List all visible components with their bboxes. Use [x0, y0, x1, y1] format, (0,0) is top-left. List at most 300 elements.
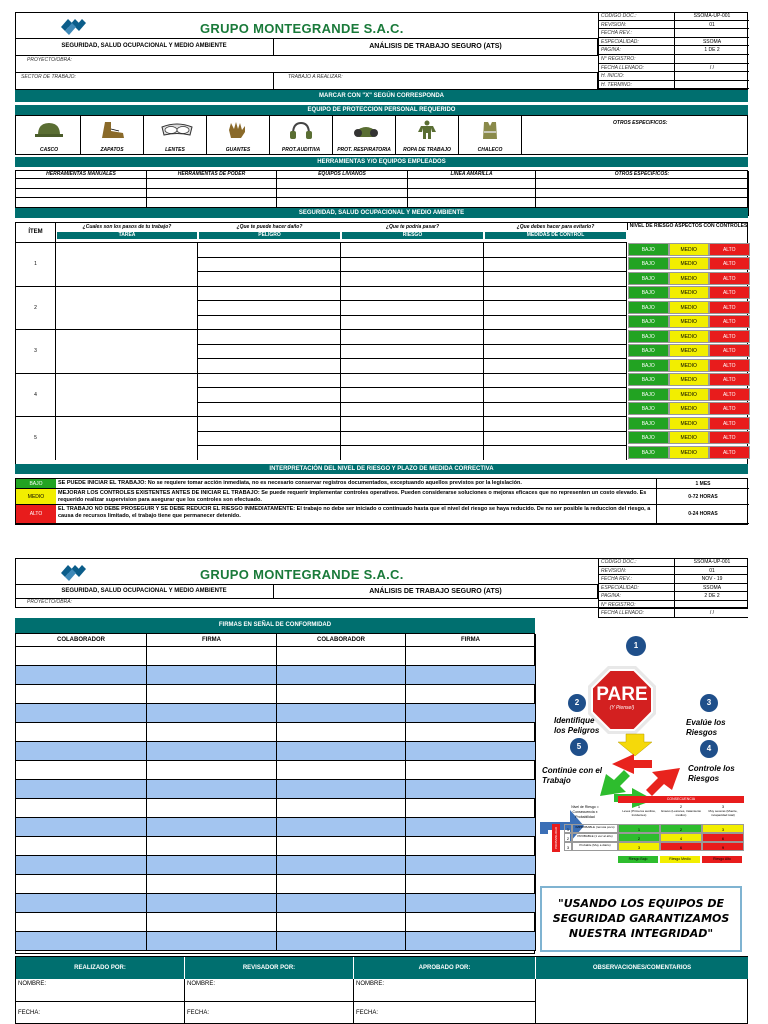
- risk-level-bajo[interactable]: BAJO: [628, 257, 669, 270]
- step-4-badge: 4: [700, 740, 718, 758]
- matrix-cell: 4: [660, 833, 702, 842]
- firmas-table: [15, 633, 535, 954]
- firma-cell[interactable]: [16, 856, 147, 875]
- slogan-box: "USANDO LOS EQUIPOS DE SEGURIDAD GARANTIZAMOS NUESTRA INTEGRIDAD": [540, 886, 742, 952]
- firma-cell[interactable]: [406, 913, 536, 932]
- meta-row: [599, 584, 748, 593]
- step-2-label: Identifique los Peligros: [554, 716, 600, 735]
- firma-cell[interactable]: [16, 742, 147, 761]
- risk-level-alto[interactable]: ALTO: [709, 373, 750, 386]
- risk-level-bajo[interactable]: BAJO: [628, 446, 669, 459]
- task-cell[interactable]: [198, 344, 341, 359]
- risk-level-medio[interactable]: MEDIO: [669, 243, 710, 256]
- task-cell[interactable]: [484, 445, 627, 460]
- task-cell[interactable]: [484, 271, 627, 286]
- herr-cell[interactable]: [536, 178, 749, 188]
- task-cell[interactable]: [198, 431, 341, 446]
- firma-cell[interactable]: [16, 818, 147, 837]
- fecha-label: FECHA:: [356, 1010, 379, 1016]
- meta-table-2: [598, 558, 748, 618]
- matrix-legend-item: Riesgo Medio: [660, 856, 700, 863]
- risk-level-bajo[interactable]: BAJO: [628, 301, 669, 314]
- risk-level-alto[interactable]: ALTO: [709, 359, 750, 372]
- matrix-cell: 2: [660, 824, 702, 833]
- ats-page-1: [15, 12, 748, 525]
- sector-cell[interactable]: [15, 72, 274, 90]
- risk-level-bajo[interactable]: BAJO: [628, 402, 669, 415]
- risk-level-alto[interactable]: ALTO: [709, 315, 750, 328]
- task-table: [15, 222, 748, 466]
- firmas-col-header: COLABORADOR: [277, 634, 406, 647]
- item-number: 3: [16, 329, 56, 373]
- task-cell[interactable]: [198, 416, 341, 431]
- firma-cell[interactable]: [16, 875, 147, 894]
- matrix-side-label: PROBABILIDAD: [554, 826, 558, 850]
- matrix-col-number: 3: [721, 804, 725, 809]
- risk-level-alto[interactable]: ALTO: [709, 446, 750, 459]
- step-3-label: Evalúe los Riesgos: [686, 718, 726, 737]
- risk-level-medio[interactable]: MEDIO: [669, 330, 710, 343]
- question-label: ¿Cuales son los pasos de tu trabajo?: [82, 224, 172, 230]
- firma-cell[interactable]: [16, 894, 147, 913]
- risk-level-medio[interactable]: MEDIO: [669, 315, 710, 328]
- firma-cell[interactable]: [16, 666, 147, 685]
- firma-cell[interactable]: [277, 913, 406, 932]
- task-cell[interactable]: [484, 315, 627, 330]
- meta-value[interactable]: NOV - 19: [674, 575, 748, 584]
- risk-level-bajo[interactable]: BAJO: [628, 417, 669, 430]
- goggles-icon: [160, 120, 194, 140]
- task-cell[interactable]: [198, 402, 341, 417]
- firma-cell[interactable]: [406, 666, 536, 685]
- task-cell[interactable]: [341, 329, 484, 344]
- matrix-cell: 6: [702, 833, 744, 842]
- firma-cell[interactable]: [16, 913, 147, 932]
- firma-cell[interactable]: [16, 799, 147, 818]
- herr-cell[interactable]: [408, 178, 536, 188]
- task-cell[interactable]: [198, 315, 341, 330]
- firma-cell[interactable]: [277, 685, 406, 704]
- doc-title-cell: [274, 584, 598, 598]
- question-label: ¿Que debes hacer para evitarlo?: [516, 224, 595, 230]
- meta-key: FECHA LLENADO:: [601, 610, 644, 616]
- firma-cell[interactable]: [147, 742, 277, 761]
- risk-level-bajo[interactable]: BAJO: [628, 286, 669, 299]
- matrix-row-number: 2: [564, 833, 572, 842]
- herr-cell[interactable]: [147, 188, 277, 198]
- firma-cell[interactable]: [406, 780, 536, 799]
- firma-cell[interactable]: [406, 761, 536, 780]
- firma-cell[interactable]: [277, 761, 406, 780]
- firmas-col-header: COLABORADOR: [16, 634, 147, 647]
- risk-level-medio[interactable]: MEDIO: [669, 344, 710, 357]
- task-cell[interactable]: [484, 416, 627, 431]
- task-cell[interactable]: [341, 373, 484, 388]
- herr-col-header: LINEA AMARILLA: [408, 171, 536, 178]
- firma-cell[interactable]: [277, 742, 406, 761]
- task-cell[interactable]: [198, 387, 341, 402]
- task-cell[interactable]: [198, 300, 341, 315]
- risk-level-bajo[interactable]: BAJO: [628, 373, 669, 386]
- safety-cycle-graphic: [540, 636, 748, 884]
- matrix-col-number: 1: [637, 804, 641, 809]
- risk-level-bajo[interactable]: BAJO: [628, 330, 669, 343]
- meta-value[interactable]: [674, 29, 749, 38]
- task-cell[interactable]: [484, 329, 627, 344]
- task-cell[interactable]: [341, 431, 484, 446]
- firma-cell[interactable]: [406, 894, 536, 913]
- task-cell[interactable]: [484, 373, 627, 388]
- nivel-header: NIVEL DE RIESGO ASPECTOS CON CONTROLES: [627, 223, 749, 230]
- meta-row: [599, 592, 748, 601]
- risk-level-alto[interactable]: ALTO: [709, 330, 750, 343]
- task-cell[interactable]: [484, 431, 627, 446]
- meta-row: [599, 601, 748, 610]
- firma-cell[interactable]: [147, 647, 277, 666]
- firma-cell[interactable]: [16, 704, 147, 723]
- firma-cell[interactable]: [277, 837, 406, 856]
- epp-banner: EQUIPO DE PROTECCION PERSONAL REQUERIDO: [15, 105, 748, 115]
- firma-cell[interactable]: [16, 780, 147, 799]
- firma-cell[interactable]: [147, 818, 277, 837]
- meta-row: [599, 38, 749, 47]
- matrix-col-desc: Leves (Primeros auxilios, Incidentes): [622, 809, 656, 817]
- risk-level-bajo[interactable]: BAJO: [628, 388, 669, 401]
- task-cell[interactable]: [484, 387, 627, 402]
- task-cell[interactable]: [341, 402, 484, 417]
- firmas-banner: FIRMAS EN SEÑAL DE CONFORMIDAD: [15, 618, 535, 633]
- firma-cell[interactable]: [277, 932, 406, 951]
- herr-cell[interactable]: [16, 178, 147, 188]
- epp-item-1[interactable]: [18, 116, 81, 154]
- company-logo-icon: [59, 16, 89, 38]
- firma-cell[interactable]: [16, 932, 147, 951]
- herr-cell[interactable]: [408, 197, 536, 207]
- risk-level-medio[interactable]: MEDIO: [669, 257, 710, 270]
- meta-value[interactable]: 2 DE 2: [674, 592, 748, 601]
- task-cell[interactable]: [198, 373, 341, 388]
- sector-label: SECTOR DE TRABAJO:: [21, 74, 76, 80]
- meta-value[interactable]: 01: [674, 567, 748, 576]
- task-cell[interactable]: [341, 257, 484, 272]
- risk-level-alto[interactable]: ALTO: [709, 431, 750, 444]
- task-cell[interactable]: [484, 242, 627, 257]
- matrix-title: CONSECUENCIA: [618, 796, 744, 803]
- task-cell[interactable]: [484, 286, 627, 301]
- tarea-cell[interactable]: [56, 416, 198, 460]
- risk-level-alto[interactable]: ALTO: [709, 286, 750, 299]
- meta-row: [599, 55, 749, 64]
- task-cell[interactable]: [341, 315, 484, 330]
- matrix-side-bar: [552, 824, 560, 852]
- approval-nombre-cell[interactable]: [354, 979, 536, 1002]
- risk-level-alto[interactable]: ALTO: [709, 243, 750, 256]
- firma-cell[interactable]: [406, 837, 536, 856]
- meta-row: [599, 12, 749, 21]
- risk-level-alto[interactable]: ALTO: [709, 257, 750, 270]
- firma-cell[interactable]: [277, 856, 406, 875]
- meta-value[interactable]: [674, 55, 749, 64]
- tarea-cell[interactable]: [56, 286, 198, 330]
- firma-cell[interactable]: [277, 894, 406, 913]
- risk-level-medio[interactable]: MEDIO: [669, 286, 710, 299]
- risk-level-bajo[interactable]: BAJO: [628, 243, 669, 256]
- risk-level-alto[interactable]: ALTO: [709, 344, 750, 357]
- risk-level-alto[interactable]: ALTO: [709, 402, 750, 415]
- tarea-cell[interactable]: [56, 242, 198, 286]
- matrix-col-desc: Muy severas (Muerte, incapacidad total): [708, 809, 738, 817]
- dept-label: SEGURIDAD, SALUD OCUPACIONAL Y MEDIO AMBIENTE: [61, 588, 227, 594]
- interp-text: EL TRABAJO NO DEBE PROSEGUIR Y SE DEBE REDUCIR EL RIESGO INMEDIATAMENTE: El trabajo no debe ser iniciado o continuado hasta que el nivel del riesgo se haya reducido. De no ser posible la reduccion del riesgo, a causa de recursos limitado, el trabajo tiene que permanecer detenido.: [58, 506, 651, 519]
- meta-value[interactable]: / /: [674, 609, 748, 618]
- meta-value[interactable]: SSOMA: [674, 38, 749, 47]
- meta-key: PAGINA:: [601, 47, 621, 54]
- firma-cell[interactable]: [147, 723, 277, 742]
- firma-cell[interactable]: [147, 704, 277, 723]
- firma-cell[interactable]: [147, 780, 277, 799]
- task-cell[interactable]: [484, 402, 627, 417]
- firma-cell[interactable]: [277, 818, 406, 837]
- task-cell[interactable]: [341, 445, 484, 460]
- herr-cell[interactable]: [408, 188, 536, 198]
- risk-level-bajo[interactable]: BAJO: [628, 431, 669, 444]
- firma-cell[interactable]: [406, 723, 536, 742]
- risk-level-medio[interactable]: MEDIO: [669, 446, 710, 459]
- herr-col-header: EQUIPOS LIVIANOS: [277, 171, 408, 178]
- firma-cell[interactable]: [277, 704, 406, 723]
- task-cell[interactable]: [198, 242, 341, 257]
- approval-fecha-cell[interactable]: [354, 1002, 536, 1024]
- risk-level-medio[interactable]: MEDIO: [669, 359, 710, 372]
- step-4-label: Controle los Riesgos: [688, 764, 735, 783]
- item-number: 2: [16, 286, 56, 330]
- task-cell[interactable]: [341, 387, 484, 402]
- firma-cell[interactable]: [147, 875, 277, 894]
- stop-sign-text: PARE: [596, 684, 648, 705]
- trabajo-cell[interactable]: [274, 72, 598, 90]
- herr-cell[interactable]: [16, 188, 147, 198]
- firma-cell[interactable]: [147, 799, 277, 818]
- task-cell[interactable]: [198, 271, 341, 286]
- meta-value[interactable]: 01: [674, 21, 749, 30]
- approval-fecha-cell[interactable]: [185, 1002, 354, 1024]
- interp-divider: [56, 488, 656, 489]
- task-cell[interactable]: [198, 286, 341, 301]
- trabajo-label: TRABAJO A REALIZAR:: [288, 74, 343, 80]
- risk-level-alto[interactable]: ALTO: [709, 301, 750, 314]
- meta-value[interactable]: SSOMA-UP-001: [674, 12, 749, 21]
- meta-row: [599, 29, 749, 38]
- meta-key: FECHA REV.:: [601, 576, 632, 582]
- task-cell[interactable]: [341, 242, 484, 257]
- firma-cell[interactable]: [277, 799, 406, 818]
- epp-label: CHALECO: [477, 147, 503, 153]
- epp-item-7[interactable]: [396, 116, 459, 154]
- firma-cell[interactable]: [406, 932, 536, 951]
- herr-cell[interactable]: [536, 188, 749, 198]
- task-cell[interactable]: [341, 358, 484, 373]
- herr-cell[interactable]: [147, 178, 277, 188]
- task-cell[interactable]: [341, 344, 484, 359]
- column-header: MEDIDAS DE CONTROL: [485, 232, 626, 239]
- firma-cell[interactable]: [406, 799, 536, 818]
- risk-level-alto[interactable]: ALTO: [709, 417, 750, 430]
- matrix-row-desc: PROBABLE (1 vez al año): [572, 833, 618, 842]
- task-cell[interactable]: [341, 286, 484, 301]
- matrix-cell: 9: [702, 842, 744, 851]
- meta-key: CODIGO DOC.:: [601, 13, 637, 19]
- meta-value[interactable]: [674, 72, 749, 81]
- firma-cell[interactable]: [16, 685, 147, 704]
- task-cell[interactable]: [484, 358, 627, 373]
- herr-cell[interactable]: [277, 197, 408, 207]
- risk-level-bajo[interactable]: BAJO: [628, 344, 669, 357]
- epp-item-5[interactable]: [270, 116, 333, 154]
- firma-cell[interactable]: [406, 856, 536, 875]
- firma-cell[interactable]: [277, 723, 406, 742]
- firmas-col-header: FIRMA: [406, 634, 536, 647]
- task-cell[interactable]: [198, 329, 341, 344]
- risk-level-medio[interactable]: MEDIO: [669, 272, 710, 285]
- work-clothes-icon: [412, 120, 442, 140]
- meta-key: FECHA REV.:: [601, 30, 632, 37]
- task-cell[interactable]: [484, 344, 627, 359]
- question-label: ¿Que te podría pasar?: [385, 224, 440, 230]
- meta-key: H. TERMINO:: [601, 81, 632, 88]
- meta-key: CODIGO DOC.:: [601, 559, 637, 565]
- epp-label: PROT. RESPIRATORIA: [337, 147, 391, 153]
- item-number: 4: [16, 373, 56, 417]
- step-1-badge: 1: [626, 636, 646, 656]
- task-cell[interactable]: [484, 300, 627, 315]
- firma-cell[interactable]: [147, 761, 277, 780]
- herr-cell[interactable]: [16, 197, 147, 207]
- meta-value[interactable]: [674, 81, 749, 90]
- approval-header: REVISADOR POR:: [185, 957, 354, 979]
- risk-level-alto[interactable]: ALTO: [709, 272, 750, 285]
- risk-level-bajo[interactable]: BAJO: [628, 359, 669, 372]
- herr-cell[interactable]: [277, 178, 408, 188]
- herr-cell[interactable]: [147, 197, 277, 207]
- meta-value[interactable]: SSOMA: [674, 584, 748, 593]
- firma-cell[interactable]: [147, 837, 277, 856]
- meta-value[interactable]: SSOMA-UP-001: [674, 558, 748, 567]
- risk-level-alto[interactable]: ALTO: [709, 388, 750, 401]
- risk-level-medio[interactable]: MEDIO: [669, 388, 710, 401]
- matrix-cell: 6: [660, 842, 702, 851]
- firma-cell[interactable]: [406, 742, 536, 761]
- risk-level-bajo[interactable]: BAJO: [628, 272, 669, 285]
- firma-cell[interactable]: [16, 647, 147, 666]
- meta-value[interactable]: [674, 601, 748, 610]
- risk-level-bajo[interactable]: BAJO: [628, 315, 669, 328]
- meta-key: REVISION:: [601, 21, 627, 28]
- epp-item-6[interactable]: [333, 116, 396, 154]
- risk-level-medio[interactable]: MEDIO: [669, 417, 710, 430]
- firma-cell[interactable]: [147, 666, 277, 685]
- matrix-cell: 3: [618, 842, 660, 851]
- firma-cell[interactable]: [277, 780, 406, 799]
- risk-level-medio[interactable]: MEDIO: [669, 373, 710, 386]
- meta-value[interactable]: / /: [674, 64, 749, 73]
- firma-cell[interactable]: [16, 761, 147, 780]
- risk-level-medio[interactable]: MEDIO: [669, 402, 710, 415]
- matrix-cell: 1: [618, 824, 660, 833]
- tarea-cell[interactable]: [56, 329, 198, 373]
- risk-matrix: [554, 796, 748, 872]
- firma-cell[interactable]: [406, 647, 536, 666]
- firma-cell[interactable]: [277, 875, 406, 894]
- task-cell[interactable]: [198, 257, 341, 272]
- proyecto-cell[interactable]: [15, 55, 598, 72]
- proyecto-cell[interactable]: [15, 598, 598, 608]
- meta-row: [599, 21, 749, 30]
- firma-cell[interactable]: [277, 666, 406, 685]
- task-cell[interactable]: [341, 416, 484, 431]
- herr-cell[interactable]: [536, 197, 749, 207]
- firma-cell[interactable]: [406, 875, 536, 894]
- boots-icon: [97, 120, 127, 140]
- proyecto-label: PROYECTO/OBRA:: [27, 599, 72, 605]
- firma-cell[interactable]: [147, 932, 277, 951]
- interp-level: BAJO: [16, 479, 56, 489]
- task-cell[interactable]: [341, 300, 484, 315]
- firma-cell[interactable]: [277, 647, 406, 666]
- interp-divider: [56, 504, 656, 505]
- firma-cell[interactable]: [16, 723, 147, 742]
- firma-cell[interactable]: [406, 685, 536, 704]
- meta-key: H. INICIO:: [601, 73, 625, 80]
- risk-level-medio[interactable]: MEDIO: [669, 431, 710, 444]
- proyecto-label: PROYECTO/OBRA:: [27, 57, 72, 63]
- interp-plazo: 0-72 HORAS: [656, 489, 749, 505]
- herr-col-header: HERRAMIENTAS DE PODER: [147, 171, 277, 178]
- interp-text: MEJORAR LOS CONTROLES EXISTENTES ANTES DE INICIAR EL TRABAJO: Se puede requerir implementar controles operativos. Pueden considerarse soluciones o mejoras eficaces que no representen un costo elevado. Es requerido realizar supervision para asegurar que los controles son efectuado.: [58, 490, 647, 503]
- company-logo-icon: [59, 562, 89, 584]
- epp-item-2[interactable]: [81, 116, 144, 154]
- meta-table-1: [598, 12, 748, 90]
- approval-fecha-cell[interactable]: [16, 1002, 185, 1024]
- approval-nombre-cell[interactable]: [185, 979, 354, 1002]
- interp-level: MEDIO: [16, 489, 56, 505]
- risk-level-medio[interactable]: MEDIO: [669, 301, 710, 314]
- epp-item-3[interactable]: [144, 116, 207, 154]
- herr-cell[interactable]: [277, 188, 408, 198]
- firma-cell[interactable]: [147, 913, 277, 932]
- firma-cell[interactable]: [406, 818, 536, 837]
- tarea-cell[interactable]: [56, 373, 198, 417]
- meta-key: REVISION:: [601, 567, 627, 574]
- approval-nombre-cell[interactable]: [16, 979, 185, 1002]
- firma-cell[interactable]: [147, 685, 277, 704]
- epp-item-8[interactable]: [459, 116, 522, 154]
- meta-value[interactable]: 1 DE 2: [674, 46, 749, 55]
- doc-title: ANÁLISIS DE TRABAJO SEGURO (ATS): [369, 588, 502, 595]
- task-cell[interactable]: [198, 358, 341, 373]
- interp-divider: [56, 523, 656, 524]
- meta-key: N° REGISTRO:: [601, 601, 636, 608]
- interp-banner: INTERPRETACIÓN DEL NIVEL DE RIESGO Y PLAZO DE MEDIDA CORRECTIVA: [15, 464, 748, 474]
- firma-cell[interactable]: [16, 837, 147, 856]
- task-cell[interactable]: [341, 271, 484, 286]
- observaciones-cell[interactable]: [536, 979, 748, 1024]
- firma-cell[interactable]: [147, 894, 277, 913]
- firma-cell[interactable]: [406, 704, 536, 723]
- firma-cell[interactable]: [147, 856, 277, 875]
- task-cell[interactable]: [484, 257, 627, 272]
- epp-item-4[interactable]: [207, 116, 270, 154]
- task-cell[interactable]: [198, 445, 341, 460]
